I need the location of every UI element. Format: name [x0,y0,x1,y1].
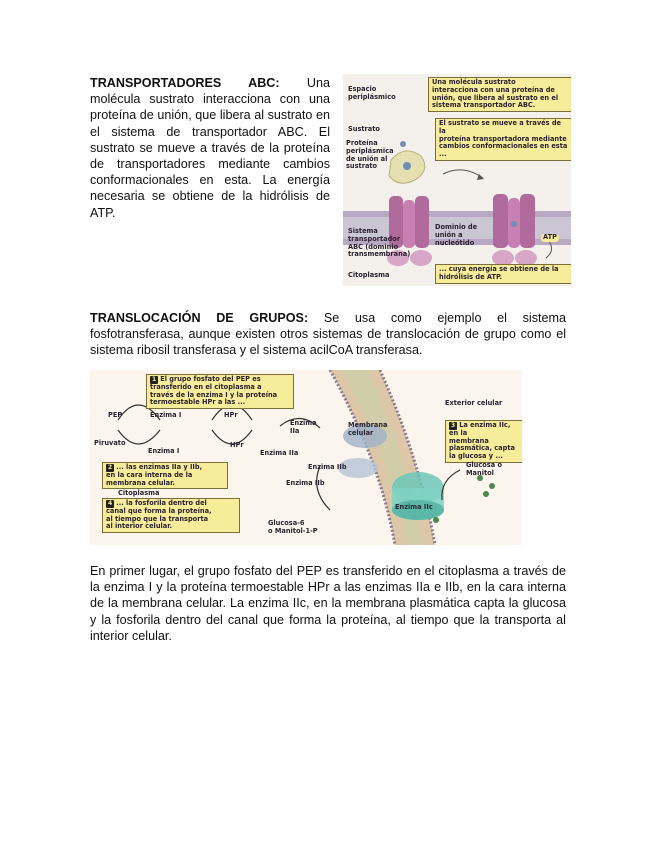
label-enzima-i-top: Enzima I [150,411,182,419]
step-line: través de la enzima I y la proteína [150,390,278,399]
step-line: plasmática, capta [449,444,515,453]
label-line: de unión al [346,154,388,163]
final-line: de la membrana celular. La enzima IIc, en la membrana plasmática capta la glucosa [90,596,566,611]
pts-step-2 [102,462,228,489]
label-glucosa-6p [268,520,318,536]
label-line: Glucosa o [466,461,503,469]
label-line: periplásmica [346,146,394,155]
label-hpr-top: HPr [224,411,238,419]
step-number: 4 [108,500,113,507]
abc-line: molécula sustrato interacciona con una [90,92,330,107]
label-line: o Manitol-1-P [268,526,318,535]
abc-paragraph [90,75,330,221]
label-line: Membrana [348,421,388,429]
label-atp: ATP [543,233,557,241]
pts-step-4 [102,498,240,533]
final-line: interior celular. [90,628,172,643]
step-line: transferido en el citoplasma a [150,382,262,391]
label-line: ABC (dominio [348,242,399,251]
abc-transporter-right [492,194,537,266]
step-line: la glucosa y ... [449,452,503,461]
callout-line: El sustrato se mueve a través de la [439,119,562,135]
label-piruvato: Piruvato [94,439,126,447]
label-citoplasma: Citoplasma [348,271,390,279]
label-line: Espacio [348,85,377,93]
label-membrana-celular [348,422,387,438]
grupos-line: fosfotransferasa, aunque existen otros sistemas de translocación de grupo como el [90,327,566,342]
abc-callout-3 [435,264,571,284]
grupos-paragraph [90,310,566,359]
callout-line: sistema transportador ABC. [432,101,536,110]
final-line: la enzima I y la proteína termoestable HPr a las enzimas IIa e IIb, en la cara interna [90,580,566,595]
callout-line: ... cuya energía se obtiene de la [439,265,559,273]
label-glucosa-manitol [466,462,502,478]
abc-line: el sistema de transportador ABC. El [90,124,330,139]
label-enzima-i-bottom: Enzima I [148,447,180,455]
final-line: y la fosforila dentro del canal que forma la proteína, al tiempo que la transporta al [90,612,566,627]
callout-line: hidrólisis de ATP. [439,272,503,281]
grupos-line: Se usa como ejemplo el sistema [323,311,567,325]
label-proteina-union [346,140,394,171]
final-paragraph [90,563,566,644]
step-line: al tiempo que la transporta [106,514,209,523]
step-line: El grupo fosfato del PEP es [160,375,261,383]
step-line: ... las enzimas IIa y IIb, [116,463,203,471]
label-line: sustrato [346,162,378,171]
step-line: membrana celular. [106,478,175,487]
label-hpr-bottom: HPr [230,441,244,449]
label-enzima-iic: Enzima IIc [395,503,433,511]
step-line: termoestable HPr a las ... [150,398,246,407]
label-espacio-periplasmico [348,86,396,102]
label-line: Manitol [466,468,494,477]
label-sustrato: Sustrato [348,125,380,133]
step-number: 1 [152,376,157,383]
step-line: canal que forma la proteína, [106,506,212,515]
step-line: al interior celular. [106,522,173,531]
abc-heading: TRANSPORTADORES ABC: [90,76,280,90]
label-line: unión a [435,230,463,239]
abc-line: ATP. [90,205,116,220]
callout-line: interacciona con una proteína de [432,85,555,94]
abc-line: proteína de unión, que libera al sustrato en [90,108,330,123]
abc-line: necesaria se obtiene de la hidrólisis de [90,189,330,204]
label-line: Glucosa-6 [268,519,305,527]
label-enzima-iia-2: Enzima IIa [260,449,299,457]
abc-callout-1 [428,77,571,112]
label-line: Proteína [346,139,378,147]
label-line: Dominio de [435,223,478,231]
abc-line: conformacionales en esta. La energía [90,173,330,188]
label-dominio-nucleotido [435,224,477,247]
group-translocation-figure [90,370,522,545]
label-line: periplásmico [348,92,396,101]
label-pep: PEP [108,411,123,419]
label-line: IIa [290,426,300,435]
label-line: transmembrana) [348,250,411,259]
label-enzima-iib-2: Enzima IIb [286,479,325,487]
label-enzima-iia [290,420,317,436]
grupos-line: sistema ribosil transferasa y el sistema acilCoA transferasa. [90,343,423,358]
pts-step-3 [445,420,522,463]
label-sistema-transportador [348,228,410,259]
final-line: En primer lugar, el grupo fosfato del PEP es transferido en el citoplasma a través de [90,564,566,578]
step-number: 2 [108,464,113,471]
label-line: transportador [348,234,401,243]
step-line: membrana [449,436,489,445]
label-exterior-celular: Exterior celular [445,399,503,407]
step-line: La enzima IIc, en la [449,421,511,437]
label-line: celular [348,428,374,437]
callout-line: cambios conformacionales en esta ... [439,142,568,159]
abc-line: de transportadores mediante cambios [90,157,330,172]
grupos-heading: TRANSLOCACIÓN DE GRUPOS: [90,311,309,325]
label-line: Enzima [290,419,317,427]
abc-line: Una [306,76,330,90]
abc-callout-2 [435,118,571,161]
callout-line: Una molécula sustrato [432,78,516,86]
label-enzima-iib: Enzima IIb [308,463,347,471]
label-line: nucleótido [435,238,475,247]
label-citoplasma-2: Citoplasma [118,489,160,497]
step-line: en la cara interna de la [106,470,193,479]
abc-line: sustrato se mueve a través de la proteína [90,140,330,155]
abc-transporter-figure [343,74,571,286]
callout-line: proteína transportadora mediante [439,134,567,143]
step-number: 3 [451,422,456,429]
pts-step-1 [146,374,294,409]
label-line: Sistema [348,227,378,235]
callout-line: unión, que libera al sustrato en el [432,93,559,102]
step-line: ... la fosforila dentro del [116,499,207,507]
